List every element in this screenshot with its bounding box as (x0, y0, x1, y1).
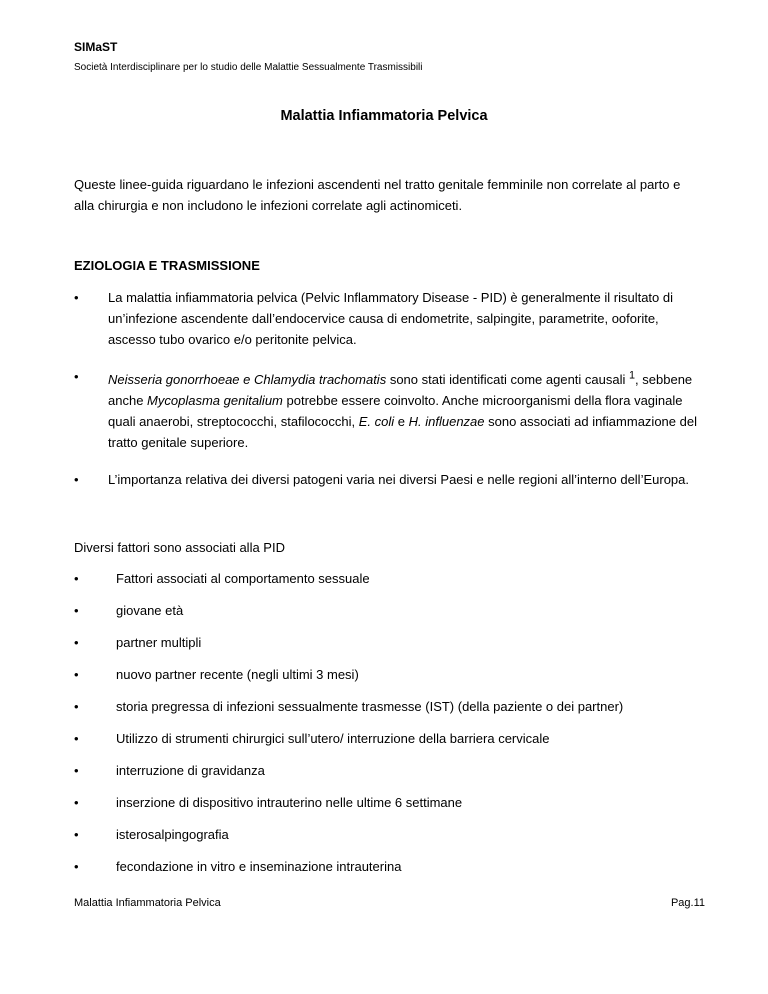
bullet-icon: • (74, 763, 79, 778)
bullet-icon: • (74, 699, 79, 714)
header-organization-full-name: Società Interdisciplinare per lo studio delle Malattie Sessualmente Trasmissibili (74, 62, 423, 73)
pathogen-name: E. coli (358, 414, 395, 430)
bullet-icon: • (74, 795, 79, 810)
etiology-bullet-text: L’importanza relativa dei diversi patogeni varia nei diversi Paesi e nelle regioni all’interno dell’Europa. (108, 472, 689, 488)
list-item (74, 666, 704, 698)
list-item (74, 366, 704, 453)
bullet-icon: • (74, 859, 79, 874)
risk-factor-text: Fattori associati al comportamento sessuale (116, 571, 370, 586)
header-organization: SIMaST (74, 40, 118, 54)
list-item (74, 287, 704, 350)
risk-factor-text: interruzione di gravidanza (116, 763, 265, 778)
risk-factor-list (74, 570, 704, 890)
risk-factor-text: giovane età (116, 603, 184, 618)
list-item (74, 698, 704, 730)
list-item (74, 826, 704, 858)
risk-factor-text: nuovo partner recente (negli ultimi 3 mesi) (116, 667, 359, 682)
etiology-bullet-text: Neisseria gonorrhoeae e Chlamydia trachomatis sono stati identificati come agenti causali $^1$, sebbene anche Mycoplasma genitalium potrebbe essere coinvolto. Anche microorganismi della flora vaginale quali anaerobi, streptococchi, stafilococchi, E. coli e H. influenzae sono associati ad infiammazione del tratto genitale superiore. (108, 370, 697, 451)
list-item (74, 794, 704, 826)
list-item (74, 602, 704, 634)
risk-factor-text: storia pregressa di infezioni sessualmente trasmesse (IST) (della paziente o dei partner) (116, 699, 624, 714)
list-item (74, 634, 704, 666)
bullet-icon: • (74, 731, 79, 746)
bullet-icon: • (74, 290, 79, 305)
risk-factor-text: fecondazione in vitro e inseminazione intrauterina (116, 859, 402, 874)
etiology-bullet-text: La malattia infiammatoria pelvica (Pelvic Inflammatory Disease - PID) è generalmente il risultato di un’infezione ascendente dall’endocervice causa di endometrite, salpingite, parametrite, ooforite, ascesso tubo ovarico e/o peritonite pelvica. (108, 290, 673, 347)
footer-document-title: Malattia Infiammatoria Pelvica (74, 897, 221, 909)
bullet-icon: • (74, 369, 79, 384)
footnote-reference: 1 (629, 370, 636, 382)
risk-factor-text: inserzione di dispositivo intrauterino nelle ultime 6 settimane (116, 795, 463, 810)
list-item (74, 858, 704, 890)
risk-factor-text: isterosalpingografia (116, 827, 229, 842)
section-heading-etiology: EZIOLOGIA E TRASMISSIONE (74, 258, 260, 273)
risk-factor-text: Utilizzo di strumenti chirurgici sull’utero/ interruzione della barriera cervicale (116, 731, 550, 746)
pathogen-name: Neisseria gonorrhoeae e Chlamydia trachomatis (108, 372, 387, 388)
document-title: Malattia Infiammatoria Pelvica (280, 108, 488, 124)
bullet-icon: • (74, 472, 79, 488)
pathogen-name: H. influenzae (408, 414, 485, 430)
factors-intro: Diversi fattori sono associati alla PID (74, 540, 285, 555)
bullet-icon: • (74, 571, 79, 586)
list-item (74, 570, 704, 602)
risk-factor-text: partner multipli (116, 635, 202, 650)
bullet-icon: • (74, 667, 79, 682)
bullet-icon: • (74, 635, 79, 650)
list-item (74, 762, 704, 794)
bullet-icon: • (74, 827, 79, 842)
etiology-bullet-list (74, 287, 704, 506)
footer-page-number: Pag.11 (670, 897, 705, 909)
bullet-icon: • (74, 603, 79, 618)
list-item (74, 469, 704, 490)
intro-paragraph: Queste linee-guida riguardano le infezioni ascendenti nel tratto genitale femminile non correlate al parto e alla chirurgia e non includono le infezioni correlate agli actinomiceti. (74, 177, 681, 213)
list-item (74, 730, 704, 762)
pathogen-name: Mycoplasma genitalium (147, 393, 283, 409)
